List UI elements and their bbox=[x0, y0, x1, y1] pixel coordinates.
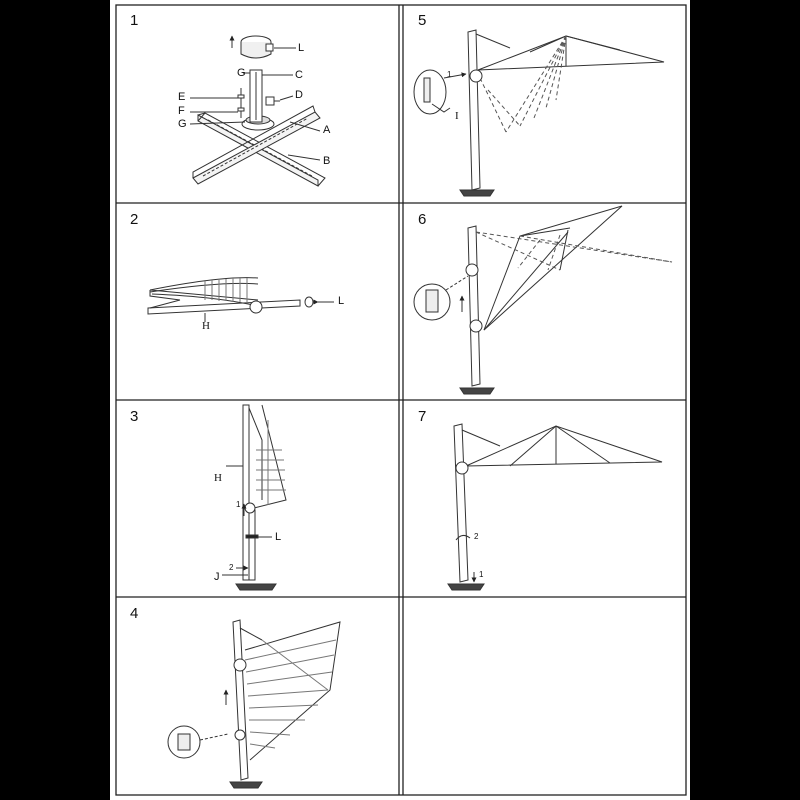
part-label-g-top: G bbox=[237, 67, 246, 79]
part-label-a: A bbox=[323, 124, 331, 136]
step-number-3: 3 bbox=[130, 408, 139, 425]
part-label-h: H bbox=[202, 320, 210, 332]
part-label-e: E bbox=[178, 91, 186, 103]
part-label-l: L bbox=[275, 531, 282, 543]
step-number-6: 6 bbox=[418, 211, 427, 228]
part-label-j: J bbox=[214, 571, 220, 583]
arrow-number-1: 1 bbox=[479, 570, 484, 579]
part-label-h: H bbox=[214, 472, 222, 484]
part-label-d: D bbox=[295, 89, 303, 101]
part-label-c: C bbox=[295, 69, 303, 81]
arrow-number-1: 1 bbox=[236, 500, 241, 509]
step-number-5: 5 bbox=[418, 12, 427, 29]
part-label-f: F bbox=[178, 105, 185, 117]
part-label-b: B bbox=[323, 155, 331, 167]
step-number-1: 1 bbox=[130, 12, 139, 29]
step-number-7: 7 bbox=[418, 408, 427, 425]
part-label-l: L bbox=[298, 42, 305, 54]
arrow-number-2: 2 bbox=[474, 532, 479, 541]
part-label-i: I bbox=[455, 110, 459, 122]
step-number-4: 4 bbox=[130, 605, 139, 622]
arrow-number-1: 1 bbox=[447, 70, 452, 79]
part-label-l: L bbox=[338, 295, 345, 307]
part-label-g-bottom: G bbox=[178, 118, 187, 130]
step-number-2: 2 bbox=[130, 211, 139, 228]
arrow-number-2: 2 bbox=[229, 563, 234, 572]
